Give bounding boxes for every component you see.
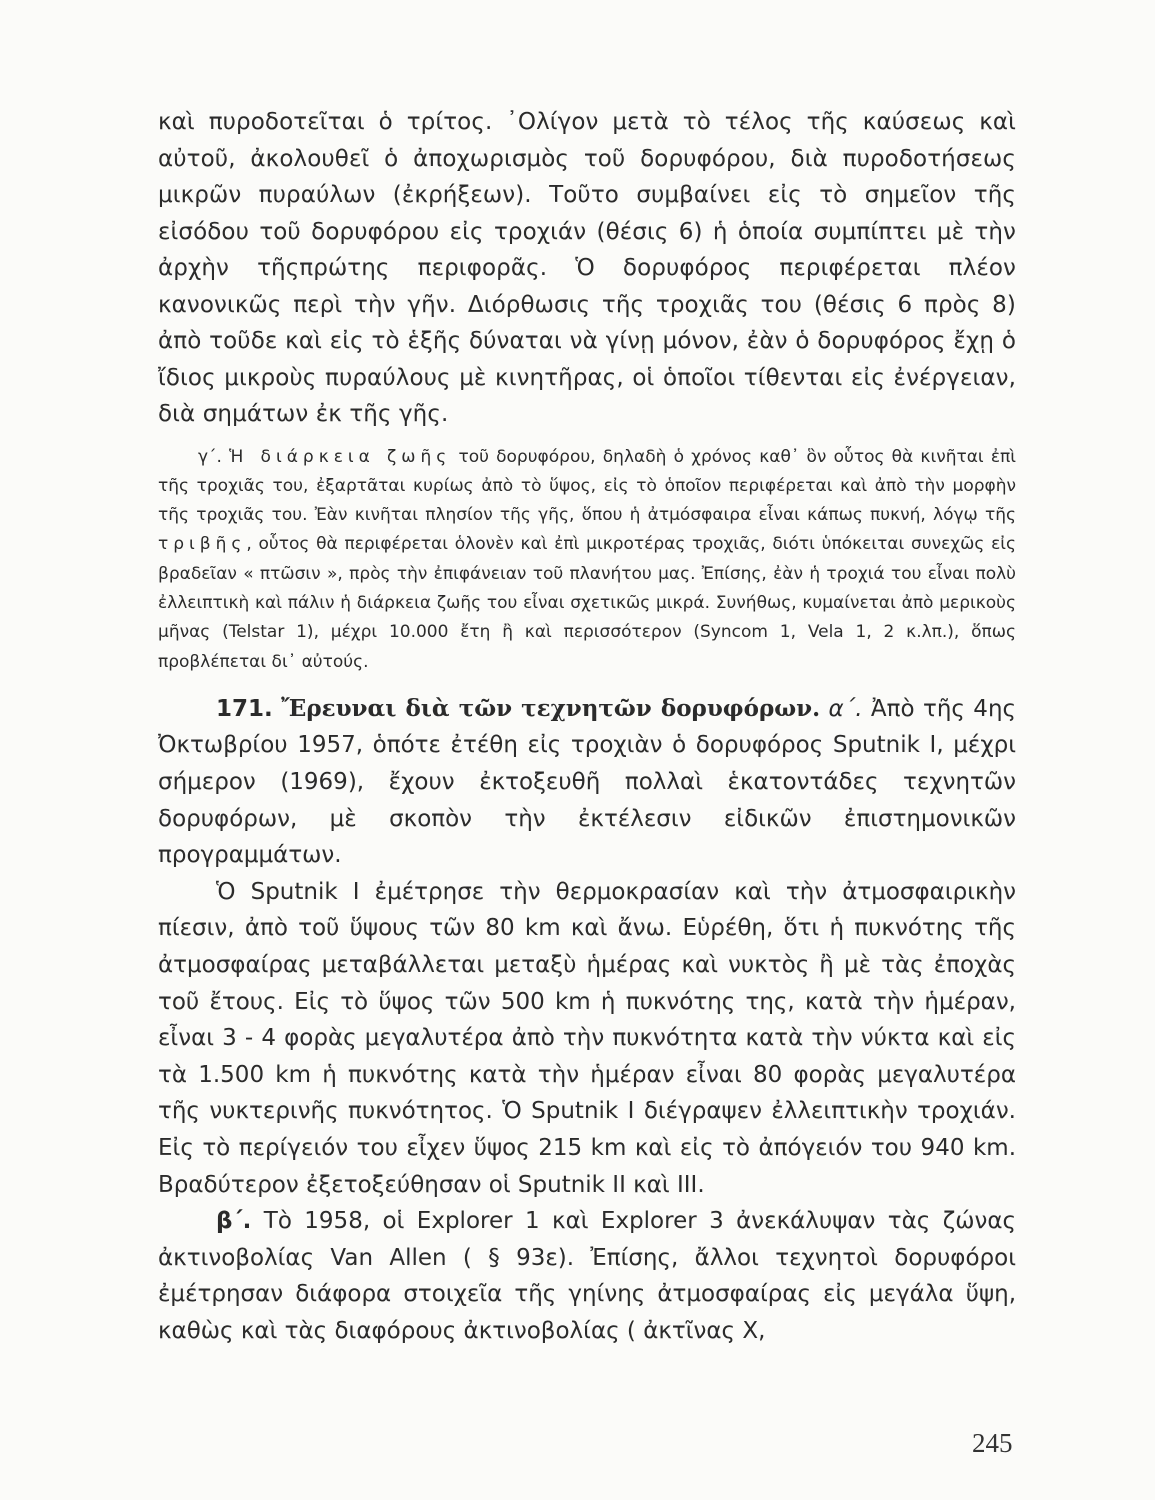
section-heading-paragraph: [158, 691, 1016, 874]
sputnik-paragraph: Ὁ Sputnik I ἐμέτρησε τὴν θερμοκρασίαν καὶ τὴν ἀτμοσφαιρικὴν πίεσιν, ἀπὸ τοῦ ὕψους τῶν 80 km καὶ ἄνω. Εὑρέθη, ὅτι ἡ πυκνότης τῆς ἀτμοσφαίρας μεταβάλλεται μεταξὺ ἡμέρας καὶ νυκτὸς ἢ μὲ τὰς ἐποχὰς τοῦ ἔτους. Εἰς τὸ ὕψος τῶν 500 km ἡ πυκνότης της, κατὰ τὴν ἡμέραν, εἶναι 3 - 4 φορὰς μεγαλυτέρα ἀπὸ τὴν πυκνότητα κατὰ τὴν νύκτα καὶ εἰς τὰ 1.500 km ἡ πυκνότης κατὰ τὴν ἡμέραν εἶναι 80 φορὰς μεγαλυτέρα τῆς νυκτερινῆς πυκνότητος. Ὁ Sputnik I διέγραψεν ἐλλειπτικὴν τροχιάν. Εἰς τὸ περίγειόν του εἶχεν ὕψος 215 km καὶ εἰς τὸ ἀπόγειόν του 940 km. Βραδύτερον ἐξετοξεύθησαν οἱ Sputnik II καὶ III.: [158, 878, 1016, 1198]
book-page: [158, 104, 1016, 1350]
subsection-label-a: α΄.: [828, 695, 863, 722]
page-number: 245: [972, 1428, 1013, 1458]
section-number: 171.: [216, 695, 273, 722]
subsection-label-c: γ΄.: [198, 446, 222, 467]
lifetime-term: Ἡ διάρκεια ζωῆς: [229, 446, 452, 467]
paragraph-a: Ἀπὸ τῆς 4ης Ὀκτωβρίου 1957, ὁπότε ἐτέθη εἰς τροχιὰν ὁ δορυφόρος Sputnik I, μέχρι σήμερον (1969), ἔχουν ἐκτοξευθῆ πολλαὶ ἑκατοντάδες τεχνητῶν δορυφόρων, μὲ σκοπὸν τὴν ἐκτέλεσιν εἰδικῶν ἐπιστημονικῶν προγραμμάτων.: [158, 695, 1017, 869]
lifetime-text-1: τοῦ δορυφόρου, δηλαδὴ ὁ χρόνος καθ᾽ ὃν οὗτος θὰ κινῆται ἐπὶ τῆς τροχιᾶς του, ἐξαρτᾶται κυρίως ἀπὸ τὸ ὕψος, εἰς τὸ ὁποῖον περιφέρεται καὶ ἀπὸ τὴν μορφὴν τῆς τροχιᾶς του. Ἐὰν κινῆται πλησίον τῆς γῆς, ὅπου ἡ ἀτμόσφαιρα εἶναι κάπως πυκνή, λόγῳ τῆς: [158, 446, 1017, 526]
lifetime-paragraph: [158, 443, 1016, 677]
friction-term: τριβῆς: [158, 534, 247, 555]
top-paragraph: καὶ πυροδοτεῖται ὁ τρίτος. ᾽Ολίγον μετὰ τὸ τέλος τῆς καύσεως καὶ αὐτοῦ, ἀκολουθεῖ ὁ ἀποχωρισμὸς τοῦ δορυφόρου, διὰ πυροδοτήσεως μικρῶν πυραύλων (ἐκρήξεων). Τοῦτο συμβαίνει εἰς τὸ σημεῖον τῆς εἰσόδου τοῦ δορυφόρου εἰς τροχιάν (θέσις 6) ἡ ὁποία συμπίπτει μὲ τὴν ἀρχὴν τῆςπρώτης περιφορᾶς. Ὁ δορυφόρος περιφέρεται πλέον κανονικῶς περὶ τὴν γῆν. Διόρθωσις τῆς τροχιᾶς του (θέσις 6 πρὸς 8) ἀπὸ τοῦδε καὶ εἰς τὸ ἑξῆς δύναται νὰ γίνῃ μόνον, ἐὰν ὁ δορυφόρος ἔχῃ ὁ ἴδιος μικροὺς πυραύλους μὲ κινητῆρας, οἱ ὁποῖοι τίθενται εἰς ἐνέργειαν, διὰ σημάτων ἐκ τῆς γῆς.: [158, 109, 1016, 427]
subsection-label-b: β΄.: [216, 1208, 252, 1235]
explorer-paragraph: [158, 1203, 1016, 1349]
section-title: Ἔρευναι διὰ τῶν τεχνητῶν δορυφόρων.: [281, 694, 821, 722]
small-print-block: [158, 443, 1016, 677]
top-text-block: [158, 104, 1016, 433]
explorer-text: Τὸ 1958, οἱ Explorer 1 καὶ Explorer 3 ἀνεκάλυψαν τὰς ζώνας ἀκτινοβολίας Van Allen ( § 93ε). Ἐπίσης, ἄλλοι τεχνητοὶ δορυφόροι ἐμέτρησαν διάφορα στοιχεῖα τῆς γηίνης ἀτμοσφαίρας εἰς μεγάλα ὕψη, καθὼς καὶ τὰς διαφόρους ἀκτινοβολίας ( ἀκτῖνας X,: [158, 1208, 1016, 1344]
lifetime-text-2: , οὗτος θὰ περιφέρεται ὁλονὲν καὶ ἐπὶ μικροτέρας τροχιᾶς, διότι ὑπόκειται συνεχῶς εἰς βραδεῖαν « πτῶσιν », πρὸς τὴν ἐπιφάνειαν τοῦ πλανήτου μας. Ἐπίσης, ἐὰν ἡ τροχιά του εἶναι πολὺ ἐλλειπτικὴ καὶ πάλιν ἡ διάρκεια ζωῆς του εἶναι σχετικῶς μικρά. Συνήθως, κυμαίνεται ἀπὸ μερικοὺς μῆνας (Telstar 1), μέχρι 10.000 ἔτη ἢ καὶ περισσότερον (Syncom 1, Vela 1, 2 κ.λπ.), ὅπως προβλέπεται δι᾽ αὐτούς.: [158, 534, 1016, 672]
section-171: [158, 691, 1016, 1350]
